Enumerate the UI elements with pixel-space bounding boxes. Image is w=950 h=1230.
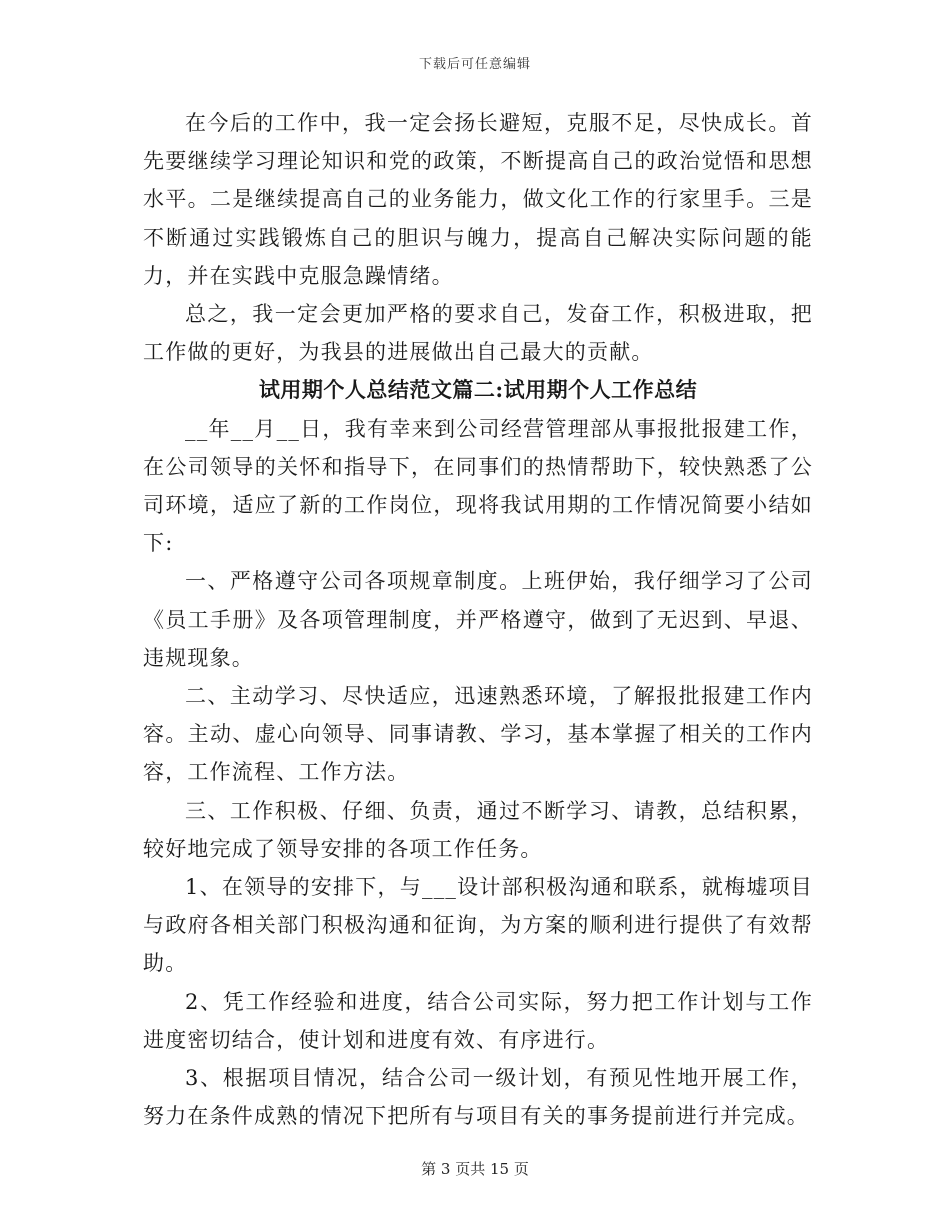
paragraph-subpoint-2: 2、凭工作经验和进度，结合公司实际，努力把工作计划与工作进度密切结合，使计划和进度有效、有序进行。 [143,989,813,1052]
paragraph-conclusion: 总之，我一定会更加严格的要求自己，发奋工作，积极进取，把工作做的更好，为我县的进展做出自己最大的贡献。 [143,302,813,365]
paragraph-subpoint-3: 3、根据项目情况，结合公司一级计划，有预见性地开展工作，努力在条件成熟的情况下把所有与项目有关的事务提前进行并完成。 [143,1066,813,1129]
paragraph-subpoint-1: 1、在领导的安排下，与___设计部积极沟通和联系，就梅墟项目与政府各相关部门积极沟通和征询，为方案的顺利进行提供了有效帮助。 [143,875,813,976]
paragraph-point-1: 一、严格遵守公司各项规章制度。上班伊始，我仔细学习了公司《员工手册》及各项管理制度，并严格遵守，做到了无迟到、早退、违规现象。 [143,569,813,670]
document-body [143,104,813,1135]
page-number-footer: 第 3 页共 15 页 [421,1160,529,1178]
paragraph-future-plans: 在今后的工作中，我一定会扬长避短，克服不足，尽快成长。首先要继续学习理论知识和党的政策，不断提高自己的政治觉悟和思想水平。二是继续提高自己的业务能力，做文化工作的行家里手。三是不断通过实践锻炼自己的胆识与魄力，提高自己解决实际问题的能力，并在实践中克服急躁情绪。 [143,111,813,288]
paragraph-point-2: 二、主动学习、尽快适应，迅速熟悉环境，了解报批报建工作内容。主动、虚心向领导、同事请教、学习，基本掌握了相关的工作内容，工作流程、工作方法。 [143,684,813,785]
paragraph-point-3: 三、工作积极、仔细、负责，通过不断学习、请教，总结积累，较好地完成了领导安排的各项工作任务。 [143,798,813,861]
section-title: 试用期个人总结范文篇二:试用期个人工作总结 [258,377,698,403]
paragraph-intro: __年__月__日，我有幸来到公司经营管理部从事报批报建工作，在公司领导的关怀和指导下，在同事们的热情帮助下，较快熟悉了公司环境，适应了新的工作岗位，现将我试用期的工作情况简要小结如下: [143,416,813,556]
page-header: 下载后可任意编辑 [418,57,531,72]
